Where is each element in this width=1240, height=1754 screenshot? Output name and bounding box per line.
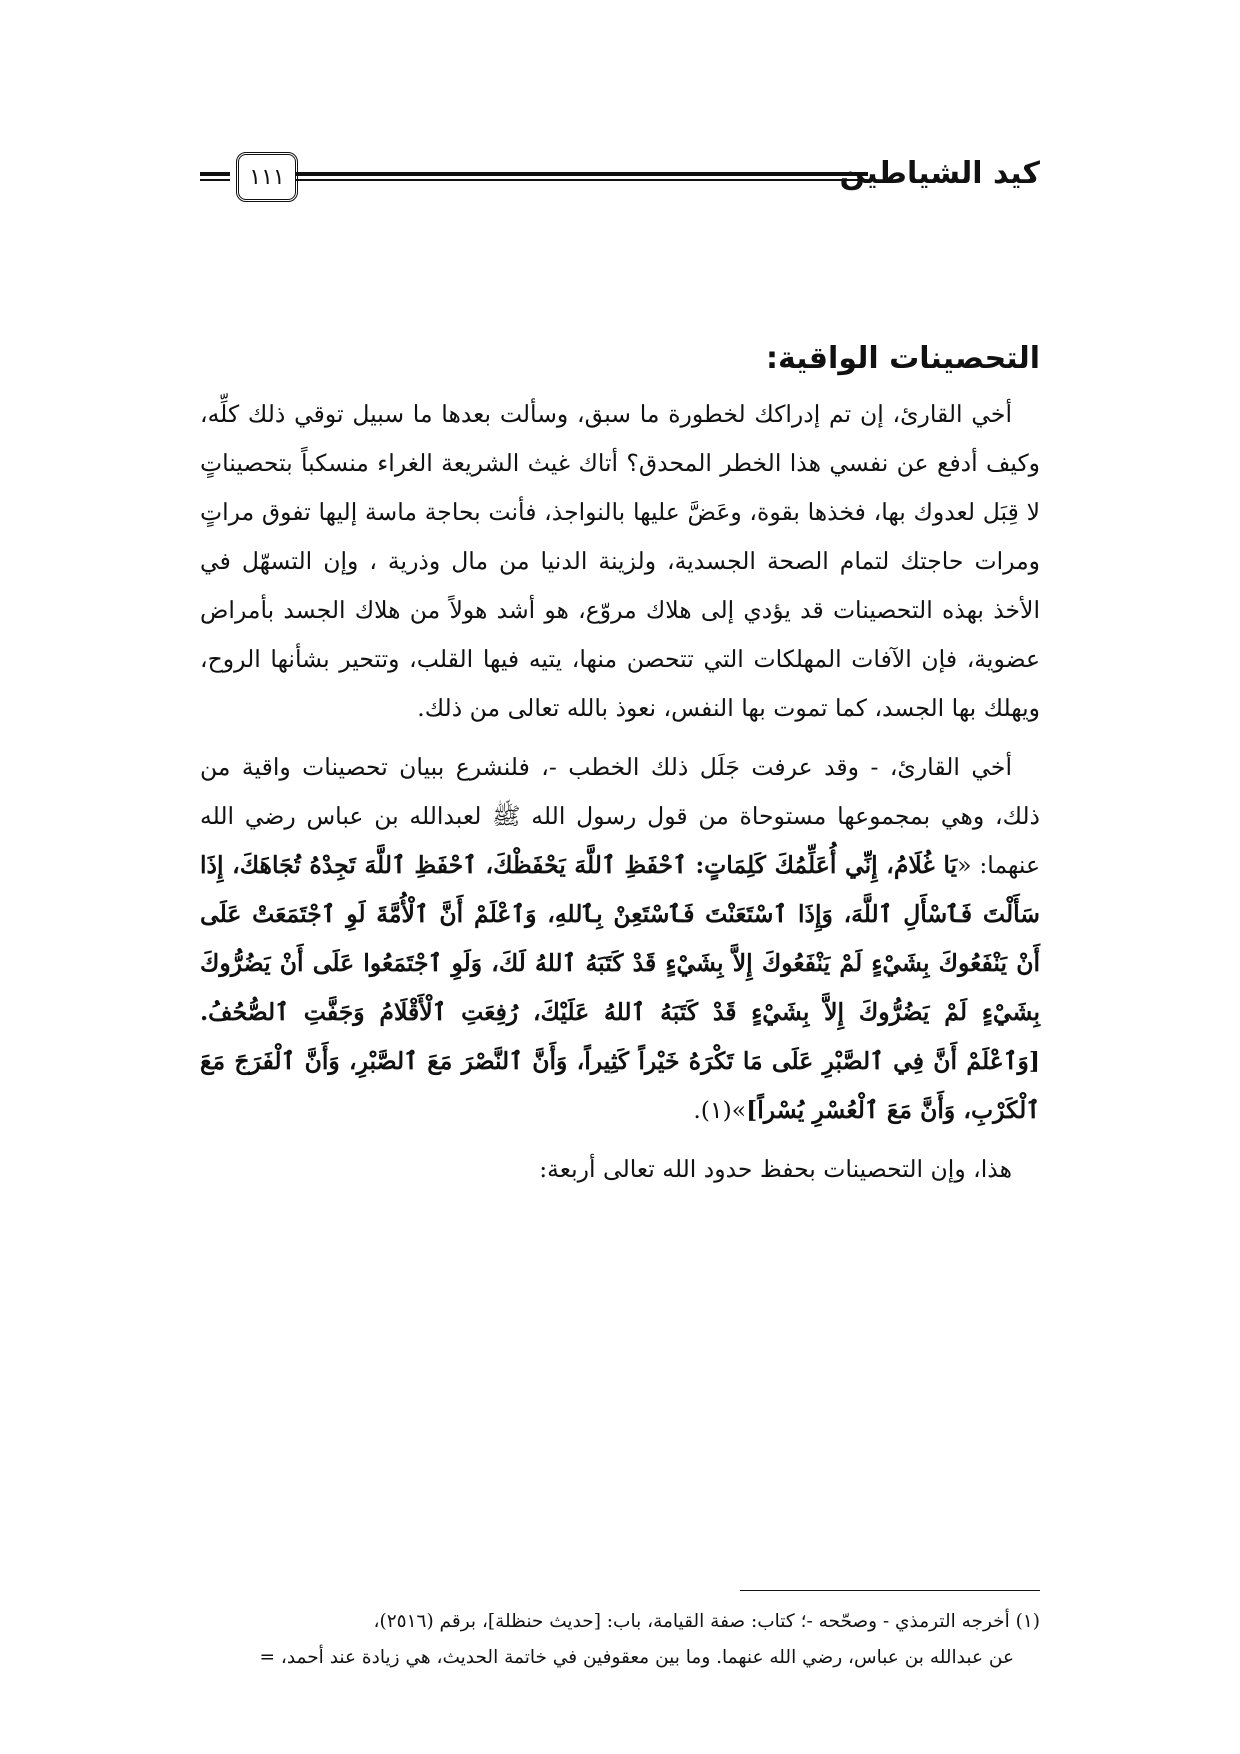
hadith-intro: أخي القارئ، - وقد عرفت جَلَل ذلك الخطب -، فلنشرع ببيان تحصينات واقية من ذلك، وهي بمجموعها مستوحاة من قول رسول الله ﷺ لعبدالله بن عباس رضي الله عنهما: « bbox=[200, 753, 1040, 879]
page-header bbox=[200, 146, 1040, 206]
paragraph-hadith bbox=[200, 743, 1040, 1135]
header-rule bbox=[296, 172, 868, 176]
header-rule-left-thin bbox=[200, 179, 230, 181]
paragraph: هذا، وإن التحصينات بحفظ حدود الله تعالى أربعة: bbox=[539, 1155, 1012, 1183]
page-number: ١١١ bbox=[236, 152, 298, 202]
section-heading: التحصينات الواقية: bbox=[765, 341, 1040, 376]
footnote-line: (١) أخرجه الترمذي - وصحّحه -؛ كتاب: صفة القيامة، باب: [حديث حنظلة]، برقم (٢٥١٦)، bbox=[373, 1611, 1040, 1632]
main-text bbox=[200, 336, 1040, 1204]
footnote-separator bbox=[740, 1590, 1040, 1591]
hadith-close: »(١). bbox=[693, 1096, 747, 1124]
hadith-text: يَا غُلَامُ، إِنِّي أُعَلِّمُكَ كَلِمَاتٍ: ٱحْفَظِ ٱللَّهَ يَحْفَظْكَ، ٱحْفَظِ ٱللَّهَ تَجِدْهُ تُجَاهَكَ، إِذَا سَأَلْتَ فَٱسْأَلِ ٱللَّهَ، وَإِذَا ٱسْتَعَنْتَ فَٱسْتَعِنْ بِٱللهِ، وَٱعْلَمْ أَنَّ ٱلْأُمَّةَ لَوِ ٱجْتَمَعَتْ عَلَى أَنْ يَنْفَعُوكَ بِشَيْءٍ لَمْ يَنْفَعُوكَ إِلاَّ بِشَيْءٍ قَدْ كَتَبَهُ ٱللهُ لَكَ، وَلَوِ ٱجْتَمَعُوا عَلَى أَنْ يَضُرُّوكَ بِشَيْءٍ لَمْ يَضُرُّوكَ إِلاَّ بِشَيْءٍ قَدْ كَتَبَهُ ٱللهُ عَلَيْكَ، رُفِعَتِ ٱلْأَقْلَامُ وَجَفَّتِ ٱلصُّحُفُ. [وَٱعْلَمْ أَنَّ فِي ٱلصَّبْرِ عَلَى مَا تَكْرَهُ خَيْراً كَثِيراً، وَأَنَّ ٱلنَّصْرَ مَعَ ٱلصَّبْرِ، وَأَنَّ ٱلْفَرَجَ مَعَ ٱلْكَرْبِ، وَأَنَّ مَعَ ٱلْعُسْرِ يُسْراً] bbox=[200, 851, 1040, 1124]
footnote-line: عن عبدالله بن عباس، رضي الله عنهما. وما بين معقوفين في خاتمة الحديث، هي زيادة عند أحمد، = bbox=[259, 1647, 1014, 1668]
paragraph: أخي القارئ، إن تم إدراكك لخطورة ما سبق، وسألت بعدها ما سبيل توقي ذلك كلِّه، وكيف أدفع عن نفسي هذا الخطر المحدق؟ أتاك غيث الشريعة الغراء منسكباً بتحصيناتٍ لا قِبَل لعدوك بها، فخذها بقوة، وعَضَّ عليها بالنواجذ، فأنت بحاجة ماسة إليها تفوق مراتٍ ومرات حاجتك لتمام الصحة الجسدية، ولزينة الدنيا من مال وذرية ، وإن التسهّل في الأخذ بهذه التحصينات قد يؤدي إلى هلاك مروّع، هو أشد هولاً من هلاك الجسد بأمراض عضوية، فإن الآفات المهلكات التي تتحصن منها، يتيه فيها القلب، وتتحير بشأنها الروح، ويهلك بها الجسد، كما تموت بها النفس، نعوذ بالله تعالى من ذلك. bbox=[200, 400, 1040, 722]
footnotes bbox=[200, 1604, 1040, 1676]
header-rule-thin bbox=[296, 179, 868, 181]
running-title: كيد الشياطين bbox=[839, 156, 1040, 191]
header-rule-left bbox=[200, 172, 230, 176]
